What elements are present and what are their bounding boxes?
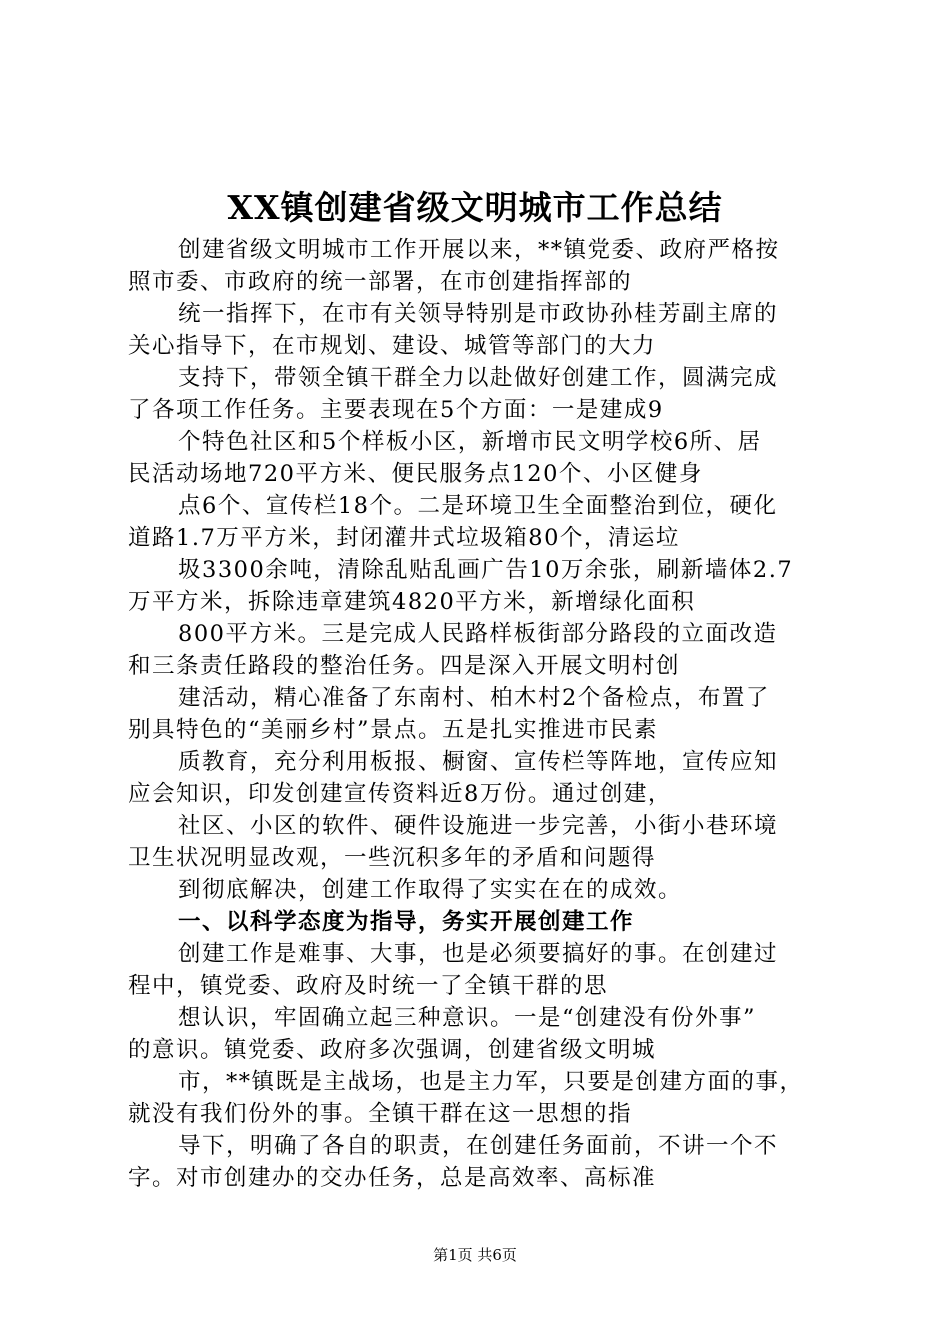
body-text-line: 程中，镇党委、政府及时统一了全镇干群的思 [128,973,609,999]
body-text-line: 应会知识，印发创建宣传资料近8万份。通过创建， [128,781,672,807]
body-text-line: 卫生状况明显改观，一些沉积多年的矛盾和问题得 [128,845,657,871]
body-text-line: 建活动，精心准备了东南村、柏木村2个备检点，布置了 [178,685,770,711]
body-text-line: 了各项工作任务。主要表现在5个方面：一是建成9 [128,397,664,423]
document-body [128,234,840,1194]
body-text-line: 和三条责任路段的整治任务。四是深入开展文明村创 [128,653,681,679]
body-text-line: 别具特色的“美丽乡村”景点。五是扎实推进市民素 [128,717,659,743]
body-text-line: 社区、小区的软件、硬件设施进一步完善，小街小巷环境 [178,813,779,839]
body-text-line: 的意识。镇党委、政府多次强调，创建省级文明城 [128,1037,657,1063]
body-text-line: 想认识，牢固确立起三种意识。一是“创建没有份外事” [178,1005,757,1031]
body-text-line: 导下，明确了各自的职责，在创建任务面前，不讲一个不 [178,1133,779,1159]
body-text-line: 道路1.7万平方米，封闭灌井式垃圾箱80个，清运垃 [128,525,680,551]
body-text-line: 800平方米。三是完成人民路样板街部分路段的立面改造 [178,621,778,647]
body-text-line: 就没有我们份外的事。全镇干群在这一思想的指 [128,1101,633,1127]
body-text-line: 关心指导下，在市规划、建设、城管等部门的大力 [128,333,657,359]
page-number: 第1页 共6页 [433,1246,517,1264]
body-text-line: 个特色社区和5个样板小区，新增市民文明学校6所、居 [178,429,762,455]
body-text-line: 圾3300余吨，清除乱贴乱画广告10万余张，刷新墙体2.7 [178,557,794,583]
section-heading: 一、以科学态度为指导，务实开展创建工作 [178,909,635,935]
body-text-line: 照市委、市政府的统一部署，在市创建指挥部的 [128,269,633,295]
body-text-line: 统一指挥下，在市有关领导特别是市政协孙桂芳副主席的 [178,301,779,327]
body-text-line: 创建省级文明城市工作开展以来，**镇党委、政府严格按 [178,237,780,263]
body-text-line: 质教育，充分利用板报、橱窗、宣传栏等阵地，宣传应知 [178,749,779,775]
body-text-line: 点6个、宣传栏18个。二是环境卫生全面整治到位，硬化 [178,493,778,519]
body-text-line: 到彻底解决，创建工作取得了实实在在的成效。 [178,877,683,903]
body-text-line: 万平方米，拆除违章建筑4820平方米，新增绿化面积 [128,589,696,615]
body-text-line: 创建工作是难事、大事，也是必须要搞好的事。在创建过 [178,941,779,967]
body-text-line: 支持下，带领全镇干群全力以赴做好创建工作，圆满完成 [178,365,779,391]
body-text-line: 市，**镇既是主战场，也是主力军，只要是创建方面的事， [178,1069,804,1095]
document-title: XX镇创建省级文明城市工作总结 [227,188,723,227]
body-text-line: 民活动场地720平方米、便民服务点120个、小区健身 [128,461,703,487]
body-text-line: 字。对市创建办的交办任务，总是高效率、高标准 [128,1165,657,1191]
